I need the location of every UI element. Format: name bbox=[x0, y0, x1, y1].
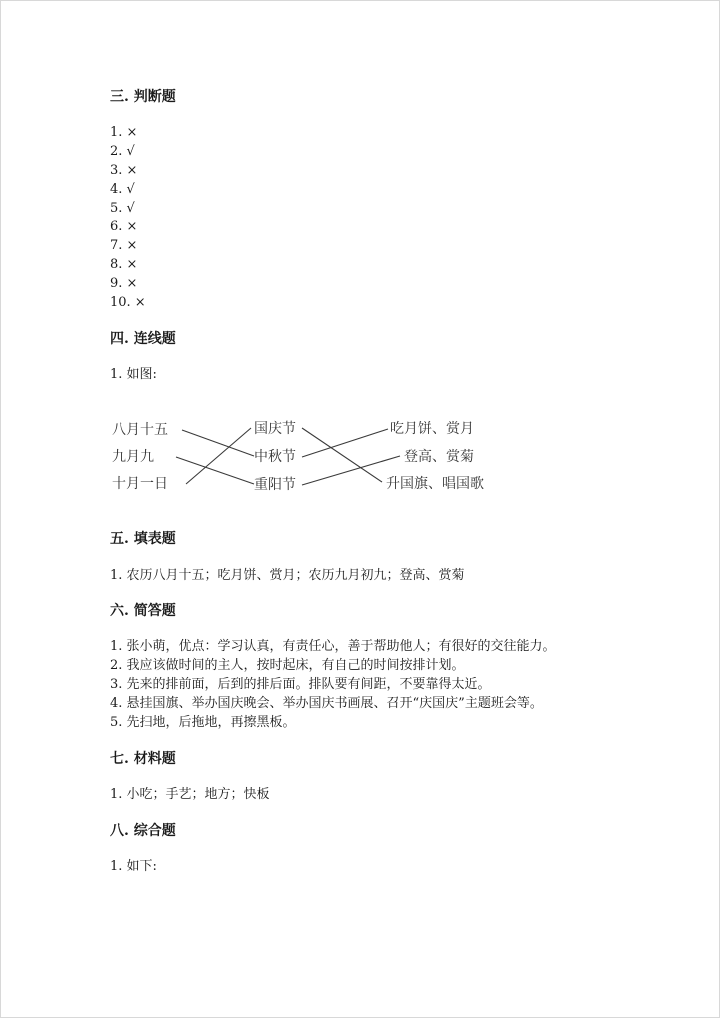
judge-answer-5: 5. √ bbox=[110, 201, 135, 216]
right-item-climbing: 登高、赏菊 bbox=[404, 449, 474, 465]
section-title-fill: 五. 填表题 bbox=[110, 531, 176, 547]
short-answer-1: 1. 张小萌，优点：学习认真，有责任心，善于帮助他人；有很好的交往能力。 bbox=[110, 639, 556, 654]
middle-item-mid-autumn: 中秋节 bbox=[254, 449, 296, 465]
fill-answer-1: 1. 农历八月十五；吃月饼、赏月；农历九月初九；登高、赏菊 bbox=[110, 568, 465, 583]
section-title-material: 七. 材料题 bbox=[110, 751, 176, 767]
judge-answer-4: 4. √ bbox=[110, 182, 135, 197]
left-item-oct-1: 十月一日 bbox=[112, 476, 168, 492]
match-intro: 1. 如图: bbox=[110, 367, 157, 382]
short-answer-3: 3. 先来的排前面，后到的排后面。排队要有间距，不要靠得太近。 bbox=[110, 677, 491, 692]
link-mooncake bbox=[302, 429, 388, 457]
link-double-ninth bbox=[176, 457, 254, 484]
judge-answer-10: 10. × bbox=[110, 295, 146, 310]
short-answer-4: 4. 悬挂国旗、举办国庆晚会、举办国庆书画展、召开“庆国庆”主题班会等。 bbox=[110, 696, 543, 711]
judge-answer-1: 1. × bbox=[110, 125, 138, 140]
judge-answer-6: 6. × bbox=[110, 219, 138, 234]
short-answer-2: 2. 我应该做时间的主人，按时起床，有自己的时间按排计划。 bbox=[110, 658, 465, 673]
link-national-day bbox=[186, 428, 251, 484]
left-item-aug-15: 八月十五 bbox=[112, 422, 168, 438]
section-title-short: 六. 简答题 bbox=[110, 603, 176, 619]
middle-item-double-ninth: 重阳节 bbox=[254, 477, 296, 493]
right-item-mooncake: 吃月饼、赏月 bbox=[390, 421, 474, 437]
material-answer-1: 1. 小吃；手艺；地方；快板 bbox=[110, 787, 270, 802]
left-item-sep-9: 九月九 bbox=[112, 449, 154, 465]
matching-diagram bbox=[108, 412, 528, 502]
link-mid-autumn bbox=[182, 430, 254, 456]
section-title-match: 四. 连线题 bbox=[110, 331, 176, 347]
section-title-judge: 三. 判断题 bbox=[110, 89, 176, 105]
section-title-comprehensive: 八. 综合题 bbox=[110, 823, 176, 839]
comprehensive-answer-1: 1. 如下: bbox=[110, 859, 157, 874]
right-item-flag: 升国旗、唱国歌 bbox=[386, 476, 484, 492]
judge-answer-9: 9. × bbox=[110, 276, 138, 291]
judge-answer-8: 8. × bbox=[110, 257, 138, 272]
judge-answer-2: 2. √ bbox=[110, 144, 135, 159]
link-flag-raising bbox=[302, 428, 382, 482]
short-answer-5: 5. 先扫地，后拖地，再擦黑板。 bbox=[110, 715, 296, 730]
judge-answer-7: 7. × bbox=[110, 238, 138, 253]
judge-answer-3: 3. × bbox=[110, 163, 138, 178]
middle-item-national-day: 国庆节 bbox=[254, 421, 296, 437]
